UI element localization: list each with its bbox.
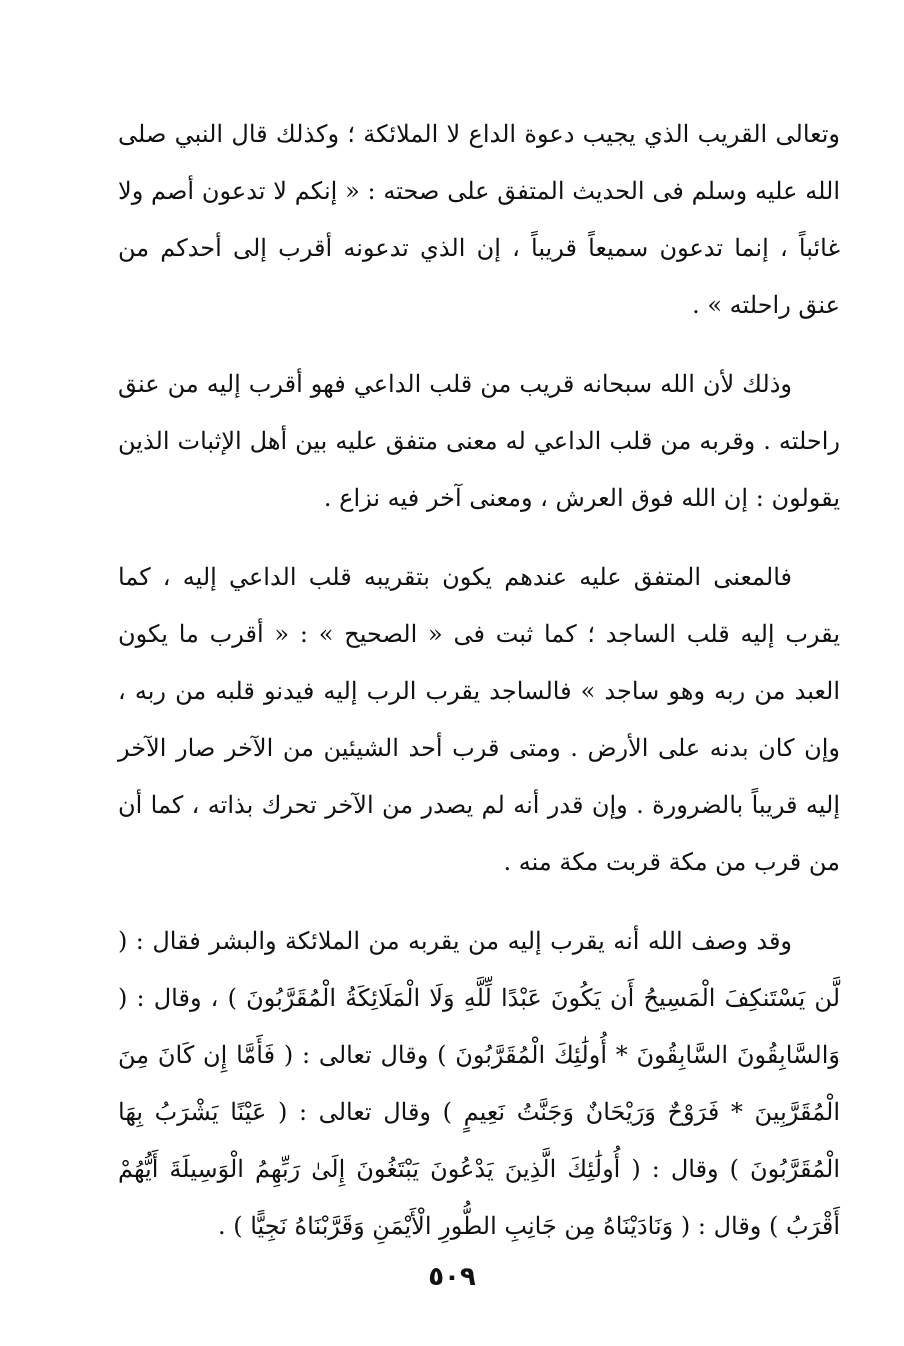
page-body (118, 106, 840, 1255)
paragraph-3-text: فالمعنى المتفق عليه عندهم يكون بتقريبه قلب الداعي إليه ، كما يقرب إليه قلب الساجد ؛ كما ثبت فى « الصحيح » : « أقرب ما يكون العبد من ربه وهو ساجد » فالساجد يقرب الرب إليه فيدنو قلبه من ربه ، وإن كان بدنه على الأرض . ومتى قرب أحد الشيئين من الآخر صار الآخر إليه قريباً بالضرورة . وإن قدر أنه لم يصدر من الآخر تحرك بذاته ، كما أن من قرب من مكة قربت مكة منه . (118, 563, 841, 876)
paragraph-3 (118, 549, 840, 891)
paragraph-1-text: وتعالى القريب الذي يجيب دعوة الداع لا الملائكة ؛ وكذلك قال النبي صلى الله عليه وسلم فى الحديث المتفق على صحته : « إنكم لا تدعون أصم ولا غائباً ، إنما تدعون سميعاً قريباً ، إن الذي تدعونه أقرب إلى أحدكم من عنق راحلته » . (118, 120, 840, 319)
paragraph-4-text: وقد وصف الله أنه يقرب إليه من يقربه من الملائكة والبشر فقال : ( لَّن يَسْتَنكِفَ الْمَسِيحُ أَن يَكُونَ عَبْدًا لِّلَّهِ وَلَا الْمَلَائِكَةُ الْمُقَرَّبُونَ ) ، وقال : ( وَالسَّابِقُونَ السَّابِقُونَ * أُولَٰئِكَ الْمُقَرَّبُونَ ) وقال تعالى : ( فَأَمَّا إِن كَانَ مِنَ الْمُقَرَّبِينَ * فَرَوْحٌ وَرَيْحَانٌ وَجَنَّتُ نَعِيمٍ ) وقال تعالى : ( عَيْنًا يَشْرَبُ بِهَا الْمُقَرَّبُونَ ) وقال : ( أُولَٰئِكَ الَّذِينَ يَدْعُونَ يَبْتَغُونَ إِلَىٰ رَبِّهِمُ الْوَسِيلَةَ أَيُّهُمْ أَقْرَبُ ) وقال : ( وَنَادَيْنَاهُ مِن جَانِبِ الطُّورِ الْأَيْمَنِ وَقَرَّبْنَاهُ نَجِيًّا ) . (118, 927, 840, 1240)
paragraph-2 (118, 356, 840, 527)
page-number: ٥٠٩ (428, 1262, 476, 1292)
paragraph-1 (118, 106, 840, 334)
paragraph-4 (118, 913, 840, 1255)
paragraph-2-text: وذلك لأن الله سبحانه قريب من قلب الداعي فهو أقرب إليه من عنق راحلته . وقربه من قلب الداعي له معنى متفق عليه بين أهل الإثبات الذين يقولون : إن الله فوق العرش ، ومعنى آخر فيه نزاع . (118, 370, 841, 512)
